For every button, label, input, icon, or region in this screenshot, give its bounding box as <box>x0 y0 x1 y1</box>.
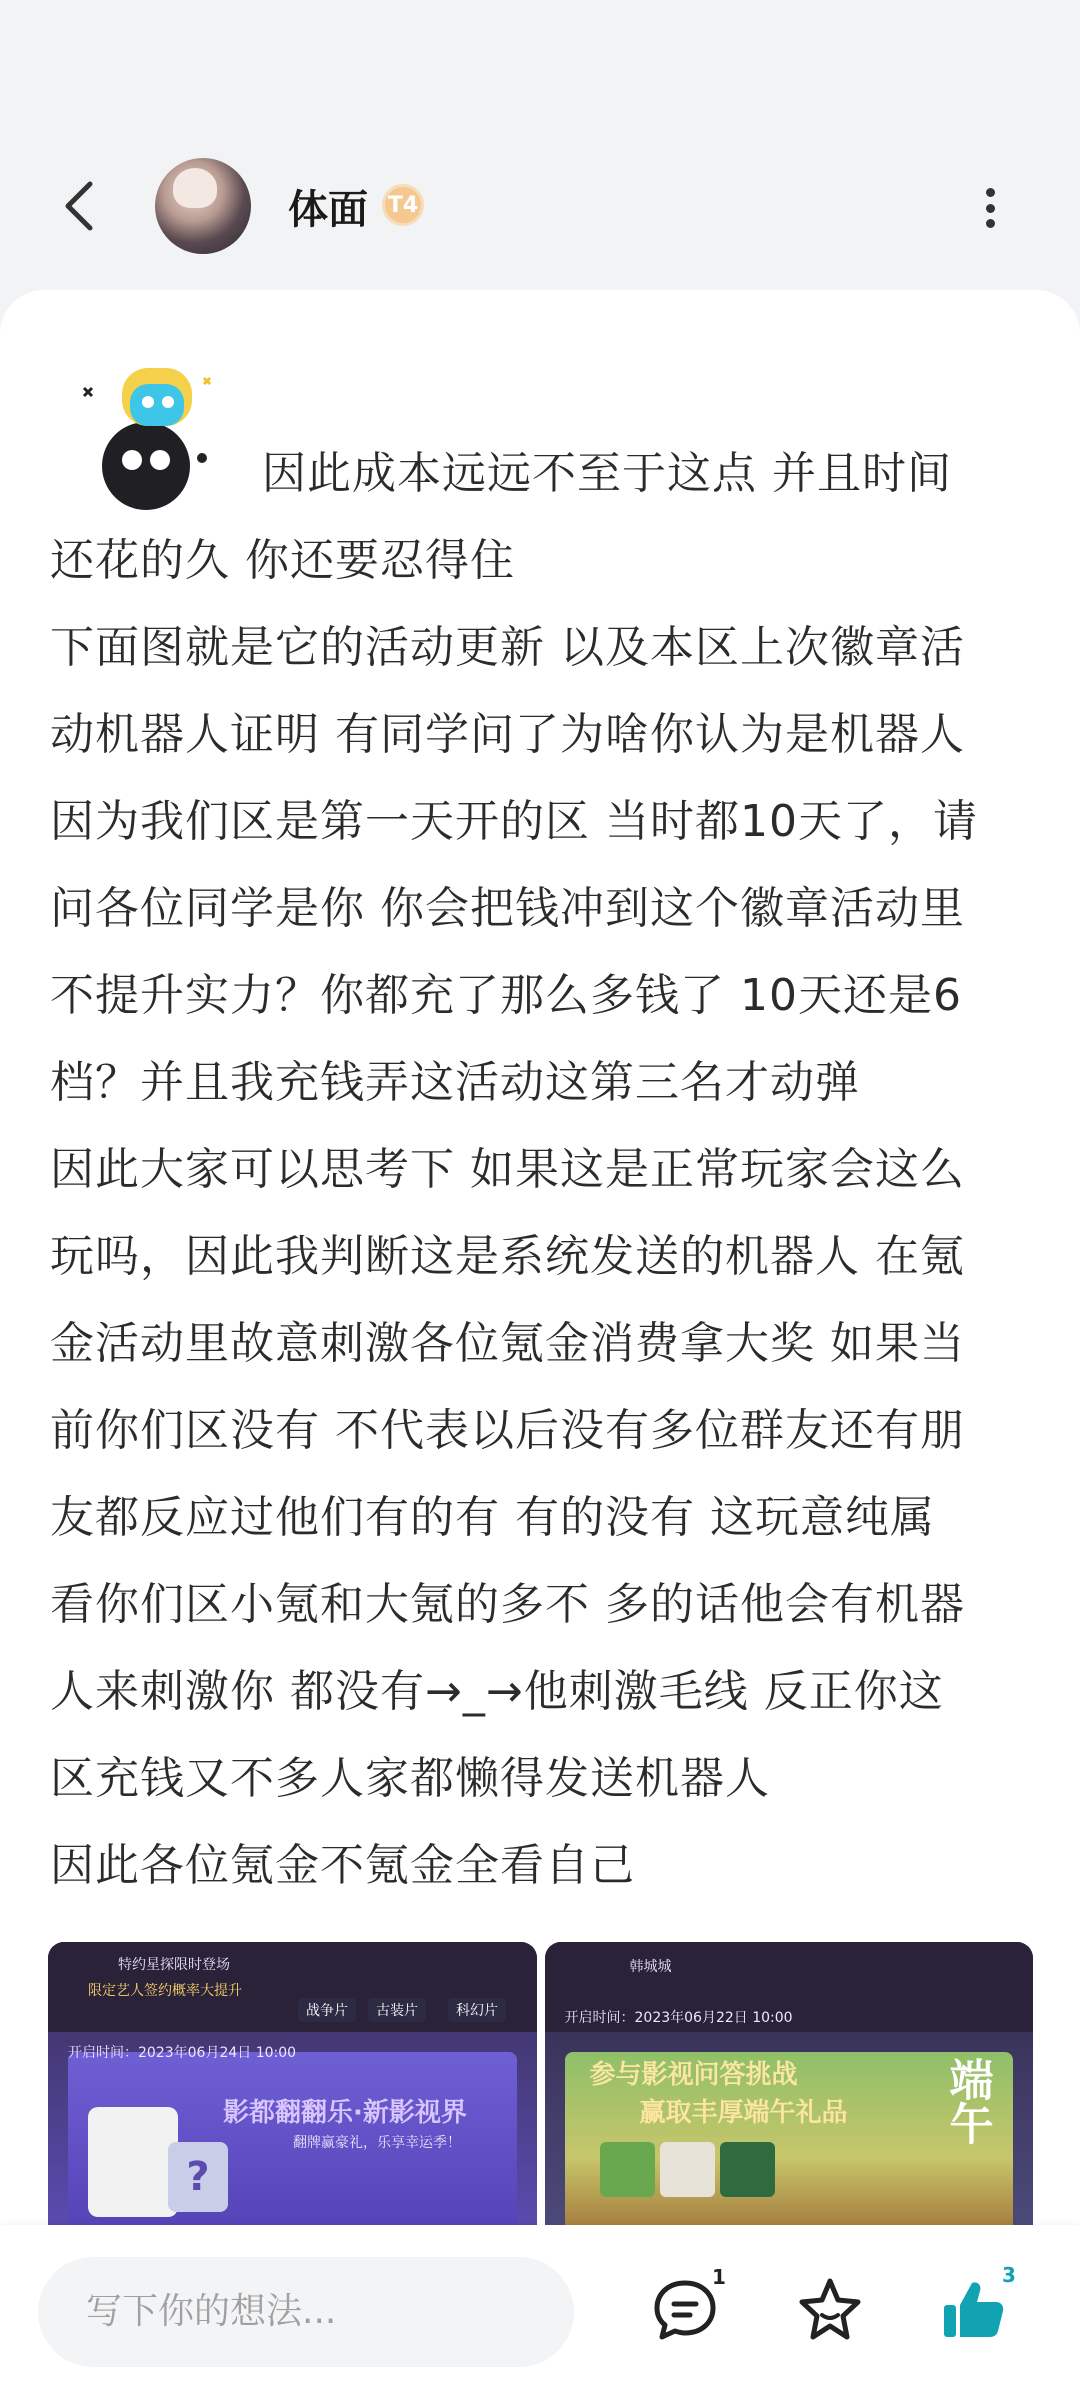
mystery-card-icon: ? <box>168 2142 228 2212</box>
top-bar <box>0 0 1080 290</box>
more-dot-icon <box>986 219 995 228</box>
more-dot-icon <box>986 188 995 197</box>
like-button[interactable] <box>933 2270 1013 2350</box>
image-subtitle: 赢取丰厚端午礼品 <box>639 2098 848 2128</box>
thumbs-up-icon <box>938 2275 1008 2345</box>
like-count: 3 <box>1002 2263 1016 2287</box>
open-time: 开启时间：2023年06月24日 10:00 <box>68 2045 297 2061</box>
location-text: 韩城城 <box>629 1959 672 1975</box>
post-line: 人来刺激你 都没有→_→他刺激毛线 反正你这 <box>50 1666 944 1717</box>
banner-text: 特约星探限时登场 <box>118 1957 230 1973</box>
gift-box-icon <box>88 2107 178 2217</box>
more-dot-icon <box>986 204 995 213</box>
level-badge: T4 <box>382 184 424 226</box>
image-tag: 科幻片 <box>448 1998 506 2022</box>
image-title: 参与影视问答挑战 <box>589 2060 798 2090</box>
banner-subtext: 限定艺人签约概率大提升 <box>88 1983 242 1999</box>
comment-count: 1 <box>712 2265 726 2289</box>
post-line: 下面图就是它的活动更新 以及本区上次徽章活 <box>50 622 965 673</box>
comment-icon <box>650 2275 720 2345</box>
post-line: 金活动里故意刺激各位氪金消费拿大奖 如果当 <box>50 1318 965 1369</box>
back-button[interactable] <box>50 170 110 242</box>
post-line: 不提升实力？你都充了那么多钱了 10天还是6 <box>50 970 962 1021</box>
image-tag: 古装片 <box>368 1998 426 2022</box>
post-line: 玩吗，因此我判断这是系统发送的机器人 在氪 <box>50 1231 965 1282</box>
side-calligraphy: 端午 <box>941 2057 993 2145</box>
username[interactable]: 体面 <box>288 187 368 233</box>
post-image-left[interactable] <box>48 1942 537 2225</box>
post-images <box>48 1942 1033 2225</box>
post-line: 前你们区没有 不代表以后没有多位群友还有朋 <box>50 1405 965 1456</box>
post-line: 因此成本远远不至于这点 并且时间 <box>262 448 952 499</box>
bottom-action-bar <box>0 2225 1080 2400</box>
character-portrait <box>720 2142 775 2197</box>
post-line: 还花的久 你还要忍得住 <box>50 535 515 586</box>
image-subtitle: 翻牌赢豪礼，乐享幸运季！ <box>293 2135 461 2151</box>
post-body <box>50 430 1035 1909</box>
image-tag: 战争片 <box>298 1998 356 2022</box>
comment-input[interactable] <box>38 2257 574 2367</box>
post-line: 问各位同学是你 你会把钱冲到这个徽章活动里 <box>50 883 965 934</box>
post-line: 档？并且我充钱弄这活动这第三名才动弹 <box>50 1057 860 1108</box>
open-time: 开启时间：2023年06月22日 10:00 <box>564 2010 793 2026</box>
more-options-button[interactable] <box>970 180 1010 236</box>
post-line: 区充钱又不多人家都懒得发送机器人 <box>50 1753 770 1804</box>
post-card <box>0 290 1080 2225</box>
character-portrait <box>660 2142 715 2197</box>
chevron-left-icon <box>60 178 100 234</box>
post-line: 因为我们区是第一天开的区 当时都10天了，请 <box>50 796 978 847</box>
star-icon <box>795 2275 865 2345</box>
avatar[interactable] <box>155 158 251 254</box>
post-line: 因此各位氪金不氪金全看自己 <box>50 1840 635 1891</box>
post-line: 因此大家可以思考下 如果这是正常玩家会这么 <box>50 1144 965 1195</box>
post-line: 动机器人证明 有同学问了为啥你认为是机器人 <box>50 709 965 760</box>
post-line: 友都反应过他们有的有 有的没有 这玩意纯属 <box>50 1492 935 1543</box>
post-image-right[interactable] <box>545 1942 1034 2225</box>
character-portrait <box>600 2142 655 2197</box>
post-line: 看你们区小氪和大氪的多不 多的话他会有机器 <box>50 1579 965 1630</box>
image-title: 影都翻翻乐·新影视界 <box>223 2098 467 2128</box>
favorite-button[interactable] <box>790 2270 870 2350</box>
